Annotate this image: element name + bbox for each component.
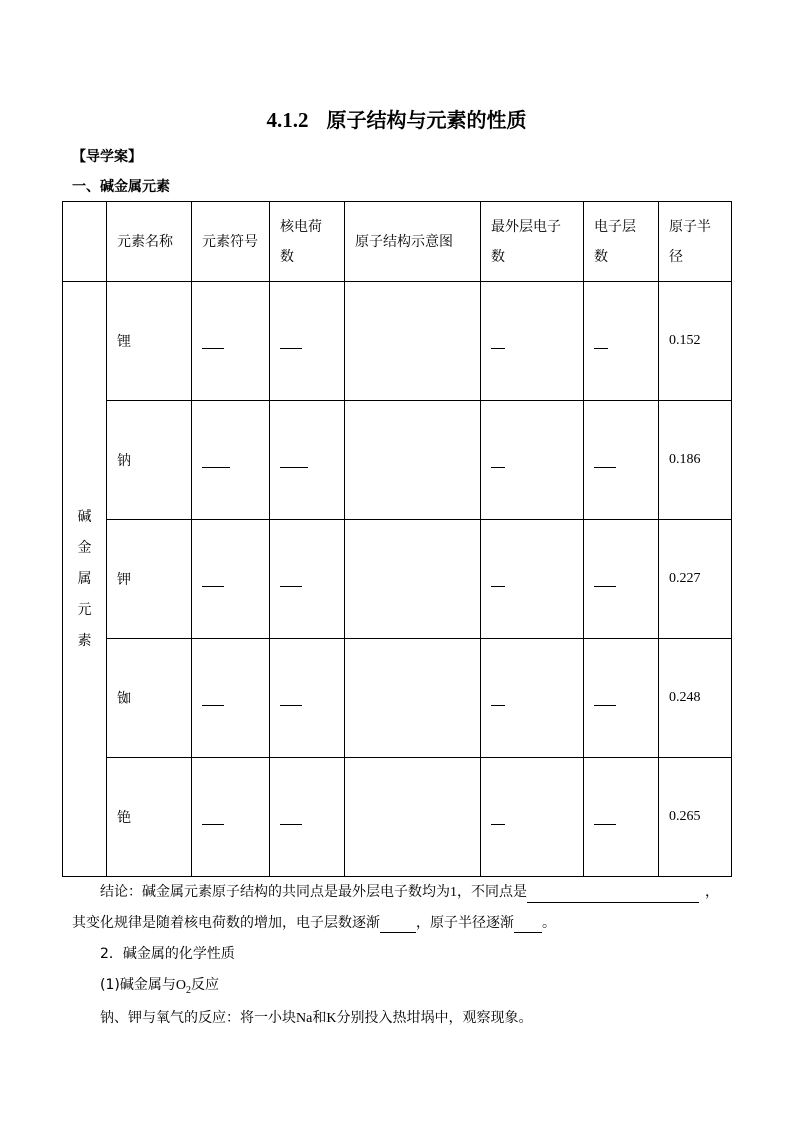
page-title: [0, 104, 793, 133]
header-nuclear-charge: 核电荷 数: [270, 202, 345, 282]
table-header-row: [63, 202, 732, 282]
atomic-radius: 0.248: [659, 639, 732, 758]
table-row: [63, 520, 732, 639]
outer-electrons-blank[interactable]: [481, 639, 584, 758]
element-name: 铯: [107, 758, 192, 877]
header-atomic-radius: 原子半 径: [659, 202, 732, 282]
element-name: 钾: [107, 520, 192, 639]
table-row: [63, 639, 732, 758]
table-row: [63, 758, 732, 877]
difference-blank[interactable]: [527, 887, 699, 903]
experiment-description: 钠、钾与氧气的反应：将一小块Na和K分别投入热坩埚中，观察现象。: [100, 1010, 533, 1026]
diagram-blank[interactable]: [345, 639, 481, 758]
title-text: 原子结构与元素的性质: [326, 108, 527, 132]
outer-electrons-blank[interactable]: [481, 282, 584, 401]
charge-blank[interactable]: [270, 401, 345, 520]
symbol-blank[interactable]: [192, 401, 270, 520]
element-name: 钠: [107, 401, 192, 520]
layers-blank[interactable]: [584, 520, 659, 639]
layers-blank[interactable]: [584, 401, 659, 520]
header-electron-layers: 电子层 数: [584, 202, 659, 282]
atomic-radius: 0.152: [659, 282, 732, 401]
section-heading: 一、碱金属元素: [72, 179, 170, 195]
charge-blank[interactable]: [270, 520, 345, 639]
element-name: 铷: [107, 639, 192, 758]
conclusion-line-1: 结论：碱金属元素原子结构的共同点是最外层电子数均为1，不同点是 ，: [100, 882, 730, 903]
item-1-heading: (1)碱金属与$O_2$反应: [100, 977, 219, 996]
atomic-radius: 0.265: [659, 758, 732, 877]
radius-trend-blank[interactable]: [514, 917, 542, 933]
atomic-radius: 0.227: [659, 520, 732, 639]
outer-electrons-blank[interactable]: [481, 758, 584, 877]
header-element-name: 元素名称: [107, 202, 192, 282]
element-name: 锂: [107, 282, 192, 401]
outer-electrons-blank[interactable]: [481, 401, 584, 520]
table-row: [63, 401, 732, 520]
title-number: 4.1.2: [266, 108, 309, 132]
atomic-radius: 0.186: [659, 401, 732, 520]
alkali-metal-table: [62, 201, 732, 877]
table-row: [63, 282, 732, 401]
symbol-blank[interactable]: [192, 639, 270, 758]
charge-blank[interactable]: [270, 758, 345, 877]
conclusion-line-2: 其变化规律是随着核电荷数的增加，电子层数逐渐 ，原子半径逐渐 。: [72, 915, 556, 931]
layers-blank[interactable]: [584, 282, 659, 401]
diagram-blank[interactable]: [345, 401, 481, 520]
layers-blank[interactable]: [584, 639, 659, 758]
header-corner: [63, 202, 107, 282]
header-structure-diagram: 原子结构示意图: [345, 202, 481, 282]
section-label: 【导学案】: [72, 149, 142, 165]
symbol-blank[interactable]: [192, 520, 270, 639]
diagram-blank[interactable]: [345, 758, 481, 877]
symbol-blank[interactable]: [192, 758, 270, 877]
header-element-symbol: 元素符号: [192, 202, 270, 282]
header-outer-electrons: 最外层电子 数: [481, 202, 584, 282]
outer-electrons-blank[interactable]: [481, 520, 584, 639]
charge-blank[interactable]: [270, 639, 345, 758]
subsection-heading: 2．碱金属的化学性质: [100, 946, 235, 962]
side-label-alkali-metals: 碱 金 属 元 素: [63, 282, 107, 877]
layer-trend-blank[interactable]: [380, 917, 416, 933]
diagram-blank[interactable]: [345, 282, 481, 401]
symbol-blank[interactable]: [192, 282, 270, 401]
charge-blank[interactable]: [270, 282, 345, 401]
layers-blank[interactable]: [584, 758, 659, 877]
diagram-blank[interactable]: [345, 520, 481, 639]
